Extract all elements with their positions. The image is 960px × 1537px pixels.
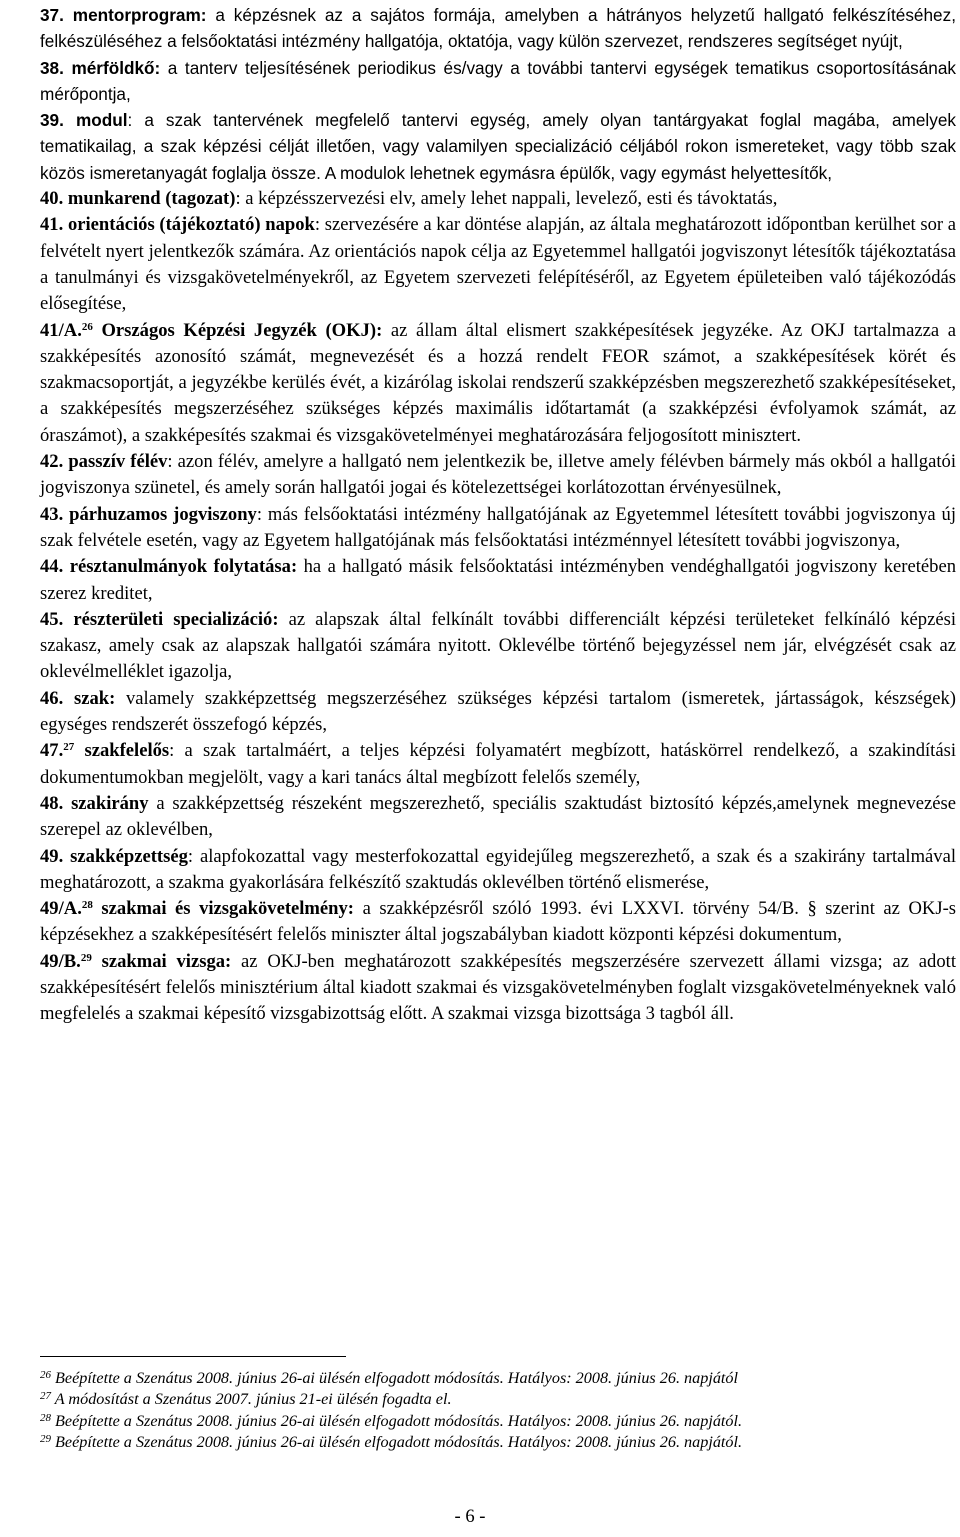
- page-number: - 6 -: [454, 1506, 486, 1527]
- entry-number: 38.: [40, 57, 64, 78]
- entry-term: szakképzettség: [70, 845, 188, 867]
- definition-entry: [40, 738, 956, 791]
- footnote-text: Beépítette a Szenátus 2008. június 26-ai ülésén elfogadott módosítás. Hatályos: 2008. június 26. napjától: [55, 1369, 739, 1387]
- entry-term: szakmai és vizsgakövetelmény:: [101, 898, 355, 920]
- entry-term: szak:: [73, 687, 116, 709]
- entry-term: Országos Képzési Jegyzék (OKJ):: [101, 319, 383, 341]
- entry-term: szakmai vizsga:: [101, 950, 232, 972]
- entry-number: 46.: [40, 687, 64, 709]
- definition-entry: [40, 318, 956, 449]
- definition-entry: [40, 186, 956, 212]
- entry-term: modul: [75, 110, 128, 131]
- entry-number: 44.: [40, 556, 64, 578]
- definition-entry: [40, 791, 956, 844]
- entry-number: 40.: [40, 188, 64, 210]
- entry-definition: a szakképzettség részeként megszerezhető, speciális szaktudást biztosító képzés,amelynek megnevezése szerepel az oklevélben,: [40, 792, 956, 841]
- entry-definition: : a szak tartalmáért, a teljes képzési folyamatért megbízott, hatáskörrel rendelkező, a szakindítási dokumentumokban megjelölt, vagy a kari tanács által megbízott felelős személy,: [40, 740, 956, 788]
- entry-term: szakirány: [71, 792, 149, 814]
- entry-number: 49/A.: [40, 898, 82, 920]
- entry-definition: az alapszak által felkínált további differenciált képzési területeket felkínáló képzési szakasz, amely csak az alapszak hallgatói számára nyitott. Oklevélbe történő bejegyzéssel nem jár, elvégzését csak az oklevélmelléklet igazolja,: [40, 608, 957, 683]
- footnote-reference[interactable]: 26: [81, 320, 93, 333]
- entry-number: 45.: [40, 608, 64, 630]
- definition-entry: [40, 686, 956, 739]
- entry-definition: : más felsőoktatási intézmény hallgatójának az Egyetemmel létesített további jogviszonya új szak felvétele esetén, vagy az Egyetem hallgatójának más felsőoktatási intézménnyel létesített további jogviszonya,: [40, 503, 957, 551]
- entry-term: párhuzamos jogviszony: [69, 503, 257, 525]
- entry-number: 48.: [40, 792, 64, 814]
- footnote-reference[interactable]: 27: [63, 741, 75, 754]
- definition-entry: [40, 502, 956, 555]
- definition-entry: [40, 107, 956, 186]
- footnote: [40, 1432, 956, 1453]
- entry-definition: a képzésnek az a sajátos formája, amelyben a hátrányos helyzetű hallgató felkészítéséhez, felkészüléséhez a felsőoktatási intézmény hallgatója, oktatója, vagy külön szervezet, rendszeres segítséget nyújt,: [40, 5, 956, 52]
- footnote-text: Beépítette a Szenátus 2008. június 26-ai ülésén elfogadott módosítás. Hatályos: 2008. június 26. napjától.: [55, 1411, 743, 1430]
- entry-definition: a tanterv teljesítésének periodikus és/vagy a további tantervi egységek tematikus csoportosításának mérőpontja,: [40, 57, 956, 104]
- definition-entry: [40, 55, 956, 108]
- footnote-reference[interactable]: 29: [80, 951, 92, 964]
- entry-definition: : alapfokozattal vagy mesterfokozattal egyidejűleg megszerezhető, a szak és a szakirány tartalmával meghatározott, a szakma gyakorlására felkészítő szaktudás oklevélben történő elismerése,: [40, 845, 957, 893]
- entry-definition: az OKJ-ben meghatározott szakképesítés megszerzésére szervezett állami vizsga; az adott szakképesítésért felelős minisztérium által kiadott szakmai és vizsgakövetelményben foglalt vizsgakövetelményeknek való megfelelés a szakmai képesítő vizsgabizottság előtt. A szakmai vizsga bizottsága 3 tagból áll.: [40, 950, 956, 1025]
- entry-number: 37.: [40, 5, 64, 25]
- entry-number: 43.: [40, 503, 64, 525]
- definition-entry: [40, 949, 956, 1028]
- definition-entry: [40, 2, 956, 55]
- footnote-number: 27: [40, 1390, 51, 1403]
- entry-definition: : a szak tantervének megfelelő tantervi egység, amely olyan tantárgyakat foglal magába, amelyek tematikailag, a szak képzési célját illetően, vagy valamilyen specializáció céljából rokon ismereteket, vagy több szak közös ismeretanyagát foglalja össze. A modulok lehetnek egymásra épülők, vagy egymást helyettesítők,: [40, 110, 956, 183]
- entry-term: részterületi specializáció:: [73, 608, 279, 630]
- entry-number: 49.: [40, 845, 64, 867]
- definition-entry: [40, 896, 956, 949]
- footnote-text: Beépítette a Szenátus 2008. június 26-ai ülésén elfogadott módosítás. Hatályos: 2008. június 26. napjától.: [55, 1433, 743, 1452]
- entry-definition: ha a hallgató másik felsőoktatási intézményben vendéghallgatói jogviszony keretében szerez kreditet,: [40, 556, 957, 604]
- entry-term: mentorprogram:: [72, 5, 207, 25]
- entry-number: 41/A.: [40, 319, 82, 341]
- entry-term: passzív félév: [68, 451, 168, 473]
- entry-definition: valamely szakképzettség megszerzéséhez szükséges képzési tartalom (ismeretek, jártasságok, készségek) egységes rendszerét összefogó képzés,: [40, 687, 956, 736]
- definition-entry: [40, 449, 956, 502]
- document-page: [40, 2, 956, 1028]
- footnote-text: A módosítást a Szenátus 2007. június 21-ei ülésén fogadta el.: [54, 1390, 452, 1409]
- footnotes: [40, 1368, 956, 1454]
- entry-number: 41.: [40, 214, 64, 236]
- footnote: [40, 1368, 956, 1389]
- footnote: [40, 1411, 956, 1432]
- footnote-number: 28: [40, 1411, 51, 1424]
- entry-term: munkarend (tagozat): [67, 188, 236, 210]
- definition-entry: [40, 554, 956, 607]
- footnote-number: 26: [40, 1369, 51, 1381]
- entry-number: 47.: [40, 740, 64, 762]
- footnote-reference[interactable]: 28: [81, 899, 93, 912]
- footnote-number: 29: [40, 1433, 51, 1446]
- definition-list: [40, 2, 956, 1028]
- entry-term: orientációs (tájékoztató) napok: [67, 214, 315, 236]
- entry-term: szakfelelős: [84, 740, 170, 762]
- footnote-separator: [40, 1356, 346, 1357]
- definition-entry: [40, 607, 956, 686]
- entry-number: 42.: [40, 451, 64, 473]
- entry-definition: az állam által elismert szakképesítések jegyzéke. Az OKJ tartalmazza a szakképesítés azonosító számát, megnevezését és a hozzá rendelt FEOR számot, a szakképesítések körét és szakmacsoportját, a jegyzékbe kerülés évét, a kizárólag iskolai rendszerű szakképzésben megszerezhető szakképesítéseket, a szakképesítés megszerzéséhez szükséges képzés maximális időtartamát (a szakképzési évfolyamok számát, az óraszámot), a szakképesítés szakmai és vizsgakövetelményei meghatározására feljogosított minisztert.: [40, 319, 956, 446]
- footnote: [40, 1389, 956, 1410]
- entry-number: 49/B.: [40, 950, 81, 972]
- definition-entry: [40, 844, 956, 897]
- definition-entry: [40, 212, 956, 317]
- entry-number: 39.: [40, 110, 64, 131]
- entry-definition: a szakképzésről szóló 1993. évi LXXVI. törvény 54/B. § szerint az OKJ-s képzésekhez a szakképesítésért felelős miniszter által jogszabályban kiadott központi képzési dokumentum,: [40, 898, 957, 946]
- entry-definition: : a képzésszervezési elv, amely lehet nappali, levelező, esti és távoktatás,: [235, 188, 778, 210]
- entry-term: mérföldkő:: [71, 57, 161, 78]
- entry-definition: : azon félév, amelyre a hallgató nem jelentkezik be, illetve amely félévben bármely más okból a hallgatói jogviszonya szünetel, és amely során hallgatói jogai és kötelezettségei korlátozottan érvényesülnek,: [40, 451, 956, 499]
- entry-term: résztanulmányok folytatása:: [69, 556, 298, 578]
- entry-definition: : szervezésére a kar döntése alapján, az általa meghatározott időpontban kerülhet sor a felvételt nyert jelentkezők számára. Az orientációs napok célja az Egyetemmel hallgatói jogviszonyt létesítők tájékoztatása a tanulmányi és vizsgakövetelményekről, az Egyetem szervezeti felépítéséről, az Egyetem épületeiben való tájékozódás elősegítése,: [40, 214, 956, 315]
